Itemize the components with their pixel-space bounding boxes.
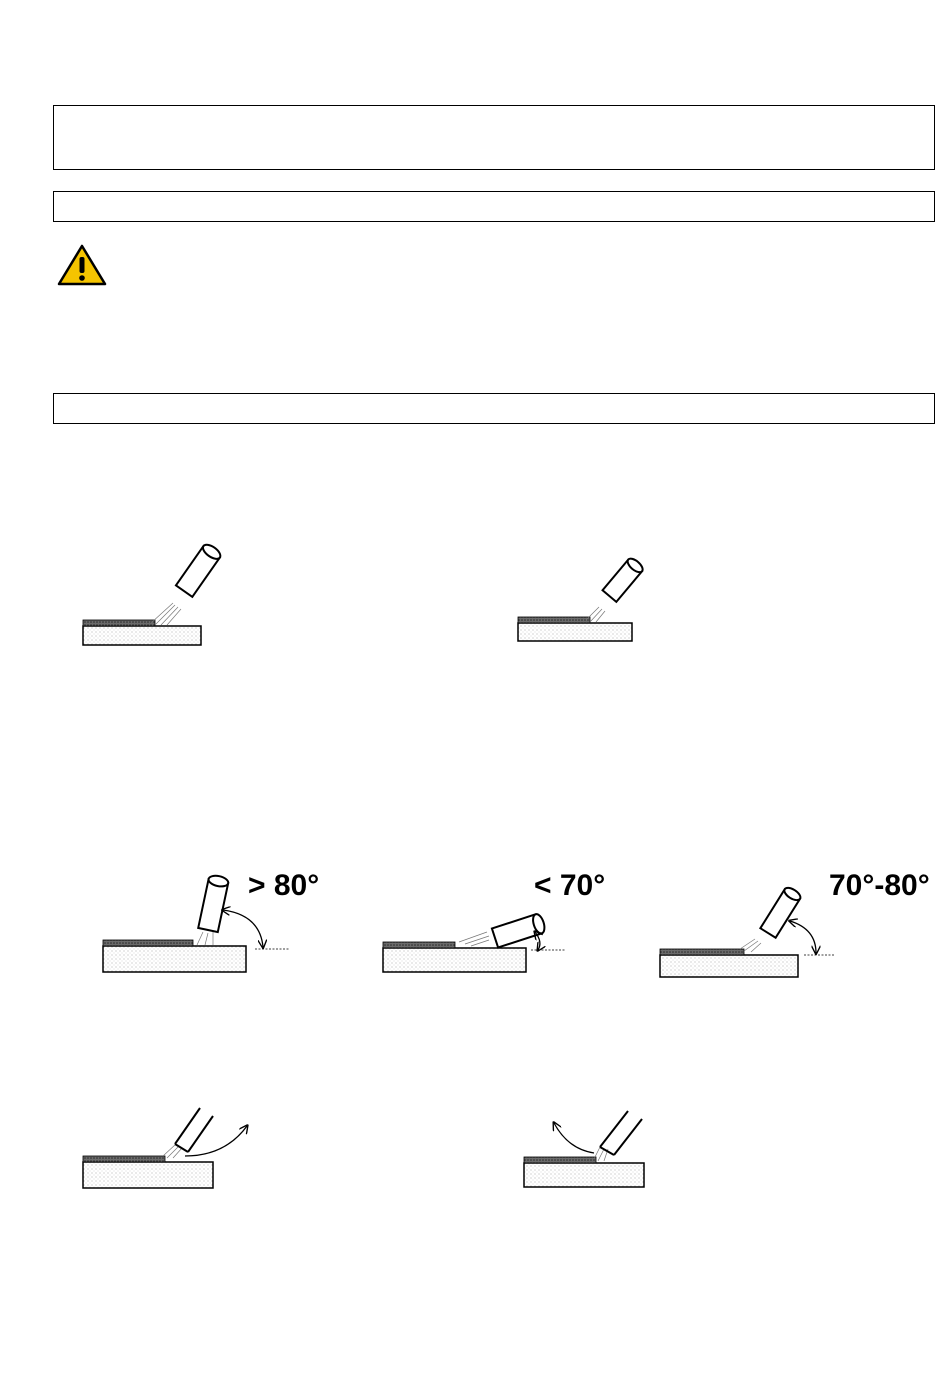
section-bar-1 bbox=[53, 191, 935, 222]
angle-label-flat: < 70° bbox=[534, 869, 606, 902]
header-box bbox=[53, 105, 935, 170]
angle-label-correct: 70°-80° bbox=[829, 869, 930, 902]
torch-figure-direction-pull bbox=[518, 1105, 658, 1195]
torch-figure-direction-push bbox=[75, 1100, 265, 1195]
angle-label-steep: > 80° bbox=[248, 869, 320, 902]
torch-figure-angle-correct bbox=[654, 885, 844, 980]
warning-triangle-icon bbox=[57, 244, 107, 286]
section-bar-2 bbox=[53, 393, 935, 424]
torch-figure-stickout-short bbox=[512, 565, 642, 650]
torch-figure-angle-flat bbox=[375, 890, 575, 980]
torch-figure-stickout-long bbox=[75, 555, 215, 655]
